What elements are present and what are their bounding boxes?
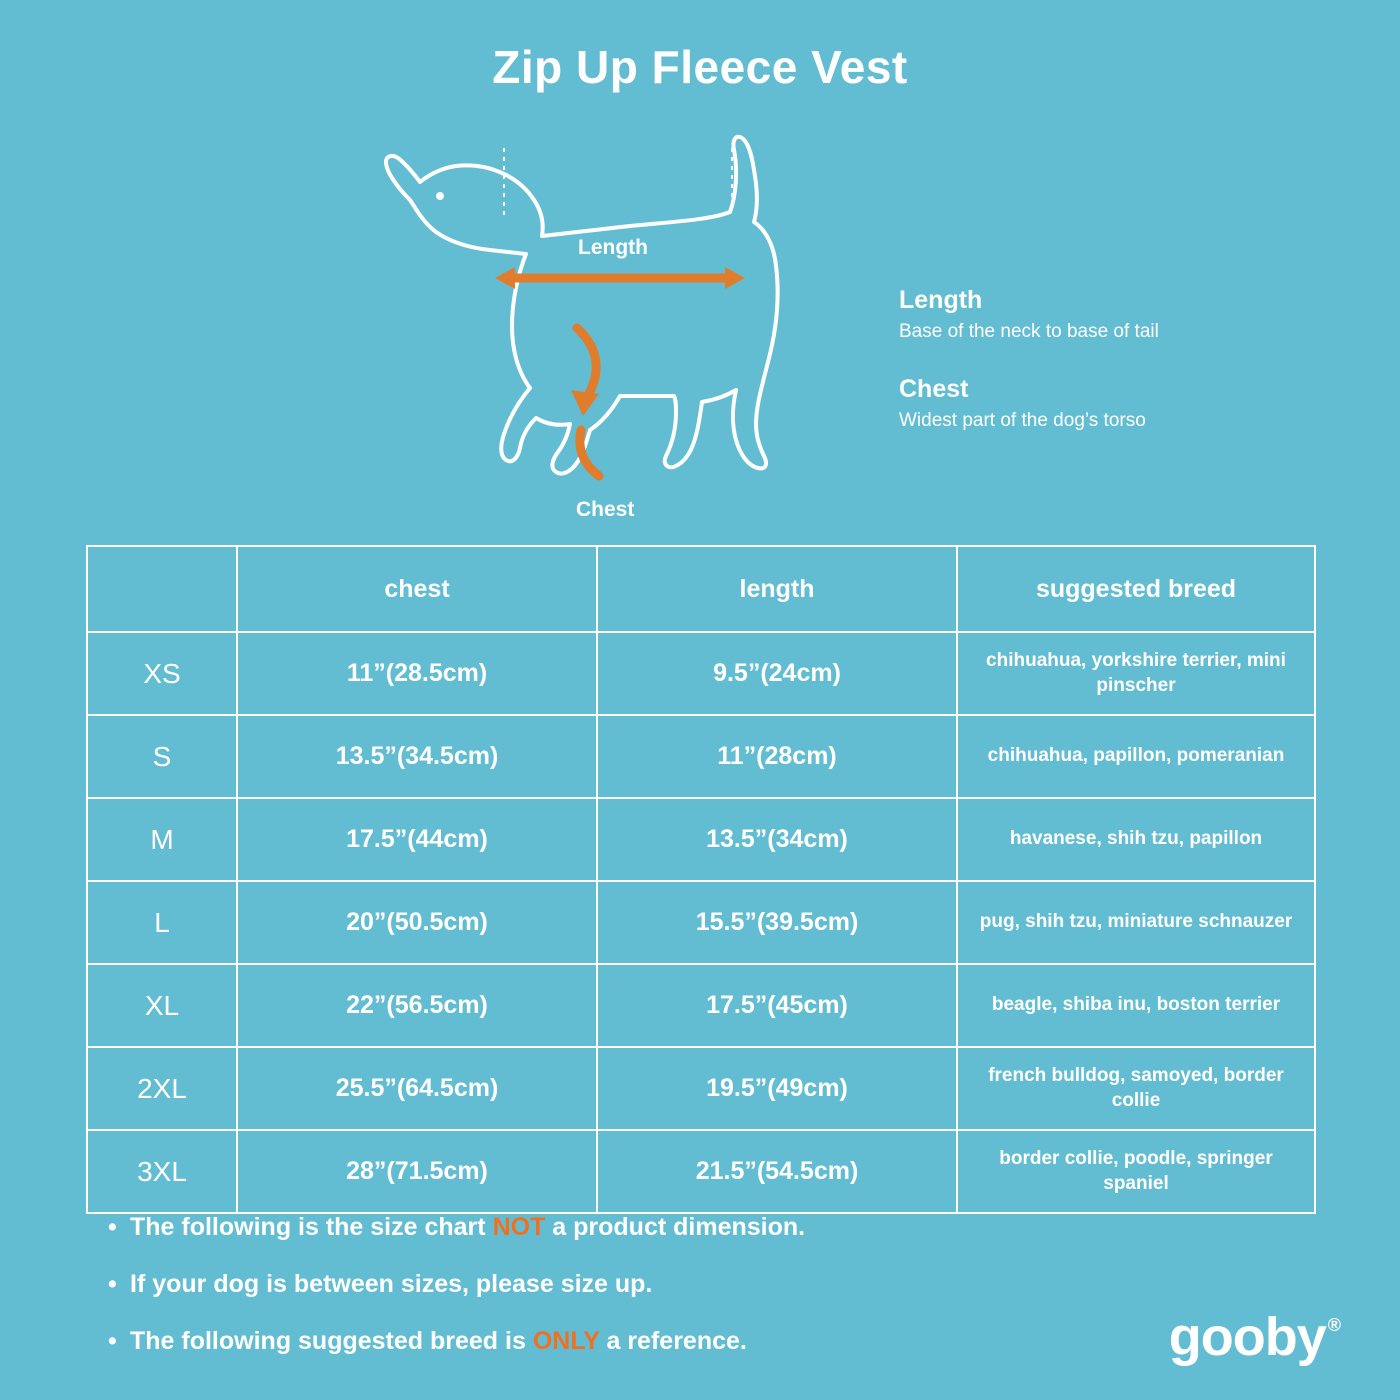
cell-size: XS [87,632,237,715]
cell-size: S [87,715,237,798]
note-text-post: a product dimension. [545,1213,806,1241]
chest-arrow-label: Chest [576,498,635,521]
note-text-highlight: ONLY [532,1327,600,1355]
cell-length: 17.5”(45cm) [597,964,957,1047]
cell-breed: border collie, poodle, springer spaniel [957,1130,1315,1213]
cell-chest: 20”(50.5cm) [237,881,597,964]
table-row [87,715,1315,798]
cell-breed: chihuahua, papillon, pomeranian [957,715,1315,798]
legend-desc-chest: Widest part of the dog’s torso [899,409,1146,431]
note-text-pre: If your dog is between sizes, please size up. [130,1270,653,1298]
header-breed: suggested breed [957,546,1315,632]
cell-length: 15.5”(39.5cm) [597,881,957,964]
cell-size: L [87,881,237,964]
cell-chest: 17.5”(44cm) [237,798,597,881]
dog-eye [436,192,444,200]
note-text-highlight: NOT [492,1213,546,1241]
cell-size: 3XL [87,1130,237,1213]
size-chart-table [86,545,1316,1214]
measurement-legend [899,286,1199,433]
notes-list [108,1212,1228,1383]
note-item [108,1326,1228,1356]
cell-chest: 25.5”(64.5cm) [237,1047,597,1130]
brand-logo [1168,1307,1340,1367]
bullet-icon: • [108,1213,117,1241]
cell-length: 13.5”(34cm) [597,798,957,881]
table-header-row [87,546,1315,632]
table-row [87,1047,1315,1130]
note-item [108,1212,1228,1242]
cell-length: 11”(28cm) [597,715,957,798]
cell-chest: 22”(56.5cm) [237,964,597,1047]
cell-chest: 28”(71.5cm) [237,1130,597,1213]
header-chest: chest [237,546,597,632]
table-row [87,632,1315,715]
legend-heading-length: Length [899,286,983,314]
note-text-post: a reference. [599,1327,747,1355]
cell-size: XL [87,964,237,1047]
dog-measurement-diagram [0,90,1400,520]
table-row [87,881,1315,964]
table-row [87,798,1315,881]
cell-breed: french bulldog, samoyed, border collie [957,1047,1315,1130]
cell-breed: chihuahua, yorkshire terrier, mini pinscher [957,632,1315,715]
cell-size: 2XL [87,1047,237,1130]
cell-length: 9.5”(24cm) [597,632,957,715]
table-row [87,964,1315,1047]
cell-breed: havanese, shih tzu, papillon [957,798,1315,881]
header-length: length [597,546,957,632]
size-table-container [86,545,1314,1214]
bullet-icon: • [108,1327,117,1355]
bullet-icon: • [108,1270,117,1298]
cell-length: 21.5”(54.5cm) [597,1130,957,1213]
length-arrow-icon [495,262,745,294]
cell-length: 19.5”(49cm) [597,1047,957,1130]
legend-heading-chest: Chest [899,374,969,403]
note-text-pre: The following is the size chart [130,1213,493,1241]
note-text-pre: The following suggested breed is [130,1327,533,1355]
cell-chest: 11”(28.5cm) [237,632,597,715]
cell-breed: pug, shih tzu, miniature schnauzer [957,881,1315,964]
cell-chest: 13.5”(34.5cm) [237,715,597,798]
chest-arrow-icon [555,320,645,490]
length-arrow-label: Length [578,236,648,259]
table-row [87,1130,1315,1213]
registered-mark-icon: ® [1327,1315,1340,1335]
cell-size: M [87,798,237,881]
legend-desc-length: Base of the neck to base of tail [899,321,1159,342]
page-title: Zip Up Fleece Vest [492,41,908,93]
header-size [87,546,237,632]
note-item [108,1269,1228,1299]
cell-breed: beagle, shiba inu, boston terrier [957,964,1315,1047]
brand-logo-text: gooby [1168,1307,1326,1367]
